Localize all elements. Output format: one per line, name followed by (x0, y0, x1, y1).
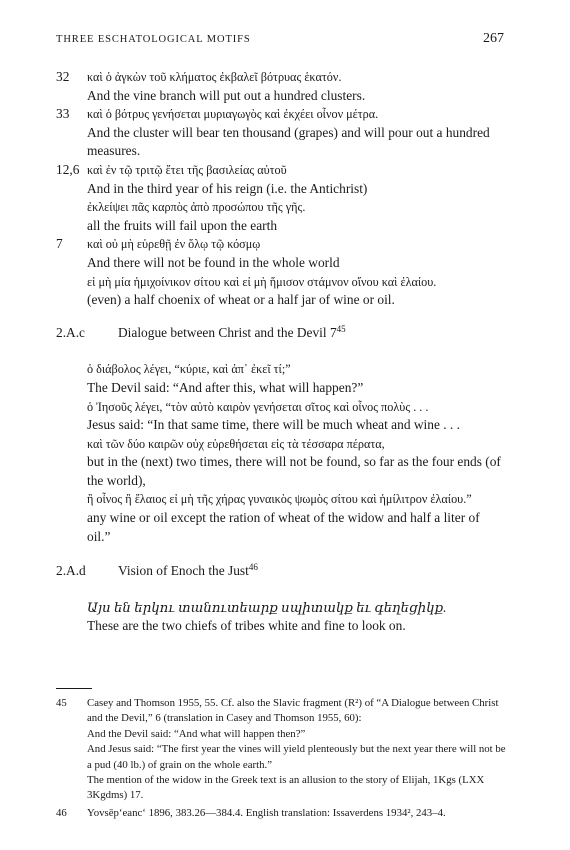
section-heading-2-a-d (56, 562, 506, 581)
greek-line: καὶ οὐ μὴ εὑρεθῇ ἐν ὅλῳ τῷ κόσμῳ (87, 237, 261, 252)
verse-12-6 (56, 161, 506, 235)
footnote-number: 46 (56, 806, 67, 819)
section-heading-2-a-c (56, 324, 506, 343)
footnote-divider (56, 688, 92, 689)
english-line: And there will not be found in the whole world (87, 254, 340, 270)
running-head: THREE ESCHATOLOGICAL MOTIFS (56, 34, 251, 45)
verse-number: 32 (56, 69, 70, 84)
section-number: 2.A.c (56, 324, 86, 340)
verse-number: 33 (56, 106, 70, 122)
english-line: but in the (next) two times, there will not be found, so far as the four ends (of the world), (87, 454, 501, 488)
english-line: (even) a half choenix of wheat or a half jar of wine or oil. (87, 292, 395, 308)
footnote-45 (56, 696, 506, 804)
english-line: These are the two chiefs of tribes white and fine to look on. (87, 618, 406, 634)
english-line: The Devil said: “And after this, what will happen?” (87, 379, 364, 395)
section-title: Dialogue between Christ and the Devil 7 (118, 324, 337, 340)
footnote-line: And Jesus said: “The first year the vines will yield plenteously but the next year there will not be a pud (40 lb.) of grain on the whole earth.” (87, 743, 506, 771)
english-line: And the vine branch will put out a hundred clusters. (87, 87, 366, 103)
greek-line: καὶ ὁ βότρυς γενήσεται μυριαγωγὸς καὶ ἐκχέει οἶνον μέτρα. (87, 107, 379, 122)
footnote-line: Casey and Thomson 1955, 55. Cf. also the Slavic fragment (R²) of “A Dialogue between Christ and the Devil,” 6 (translation in Casey and Thomson 1955, 60): (87, 697, 499, 725)
greek-line: καὶ ἐν τῷ τριτῷ ἔτει τῆς βασιλείας αὐτοῦ (87, 162, 287, 177)
footnote-ref[interactable]: 45 (336, 323, 346, 334)
english-line: all the fruits will fail upon the earth (87, 217, 278, 233)
english-line: And the cluster will bear ten thousand (grapes) and will pour out a hundred measures. (87, 124, 490, 159)
english-line: Jesus said: “In that same time, there will be much wheat and wine . . . (87, 417, 460, 433)
footnote-number: 45 (56, 697, 67, 709)
verse-number: 7 (56, 236, 63, 252)
section-title: Vision of Enoch the Just (118, 563, 249, 579)
footnote-line: The mention of the widow in the Greek text is an allusion to the story of Elijah, 1Kgs (LXX 3Kgdms) 17. (87, 774, 485, 802)
english-line: And in the third year of his reign (i.e. the Antichrist) (87, 180, 368, 196)
greek-line: ἐκλείψει πᾶς καρπὸς ἀπὸ προσώπου τῆς γῆς. (87, 200, 306, 215)
armenian-line: Այս են երկու տանուտեարք սպիտակք եւ գեղեցիկք. (87, 599, 447, 615)
footnote-line: Yovsēp‘eanc‘ 1896, 383.26—384.4. English translation: Issaverdens 1934², 243–4. (87, 806, 446, 819)
page-header (56, 31, 504, 50)
enoch-block (56, 599, 506, 636)
verse-33 (56, 105, 506, 161)
page-number: 267 (483, 31, 504, 46)
main-text (56, 68, 506, 636)
greek-line: εἰ μὴ μία ἡμιχοίνικον σίτου καὶ εἰ μὴ ἥμισον στάμνον οἴνου καὶ ἐλαίου. (87, 274, 437, 289)
section-number: 2.A.d (56, 563, 86, 579)
verse-7 (56, 235, 506, 309)
greek-line: ἢ οἶνος ἢ ἔλαιος εἰ μὴ τῆς χήρας γυναικὸς ψωμὸς σίτου καὶ ἡμίλιτρον ἐλαίου.” (87, 492, 472, 507)
dialogue-block (56, 360, 506, 546)
footnote-ref[interactable]: 46 (248, 562, 258, 573)
greek-line: καὶ ὁ ἀγκὼν τοῦ κλήματος ἐκβαλεῖ βότρυας ἑκατόν. (87, 70, 342, 84)
footnote-line: And the Devil said: “And what will happen then?” (87, 727, 306, 740)
footnotes (56, 688, 506, 821)
footnote-46 (56, 806, 506, 821)
greek-line: καὶ τῶν δύο καιρῶν οὐχ εὑρεθήσεται εἰς τὰ τέσσαρα πέρατα, (87, 436, 385, 451)
greek-line: ὁ Ἰησοῦς λέγει, “τὸν αὐτὸ καιρὸν γενήσεται σῖτος καὶ οἶνος πολὺς . . . (87, 399, 429, 414)
greek-line: ὁ διάβολος λέγει, “κύριε, καὶ ἀπ᾽ ἐκεῖ τί;” (87, 362, 291, 377)
english-line: any wine or oil except the ration of wheat of the widow and half a liter of oil.” (87, 510, 480, 544)
verse-32 (56, 68, 506, 105)
verse-number: 12,6 (56, 161, 80, 177)
